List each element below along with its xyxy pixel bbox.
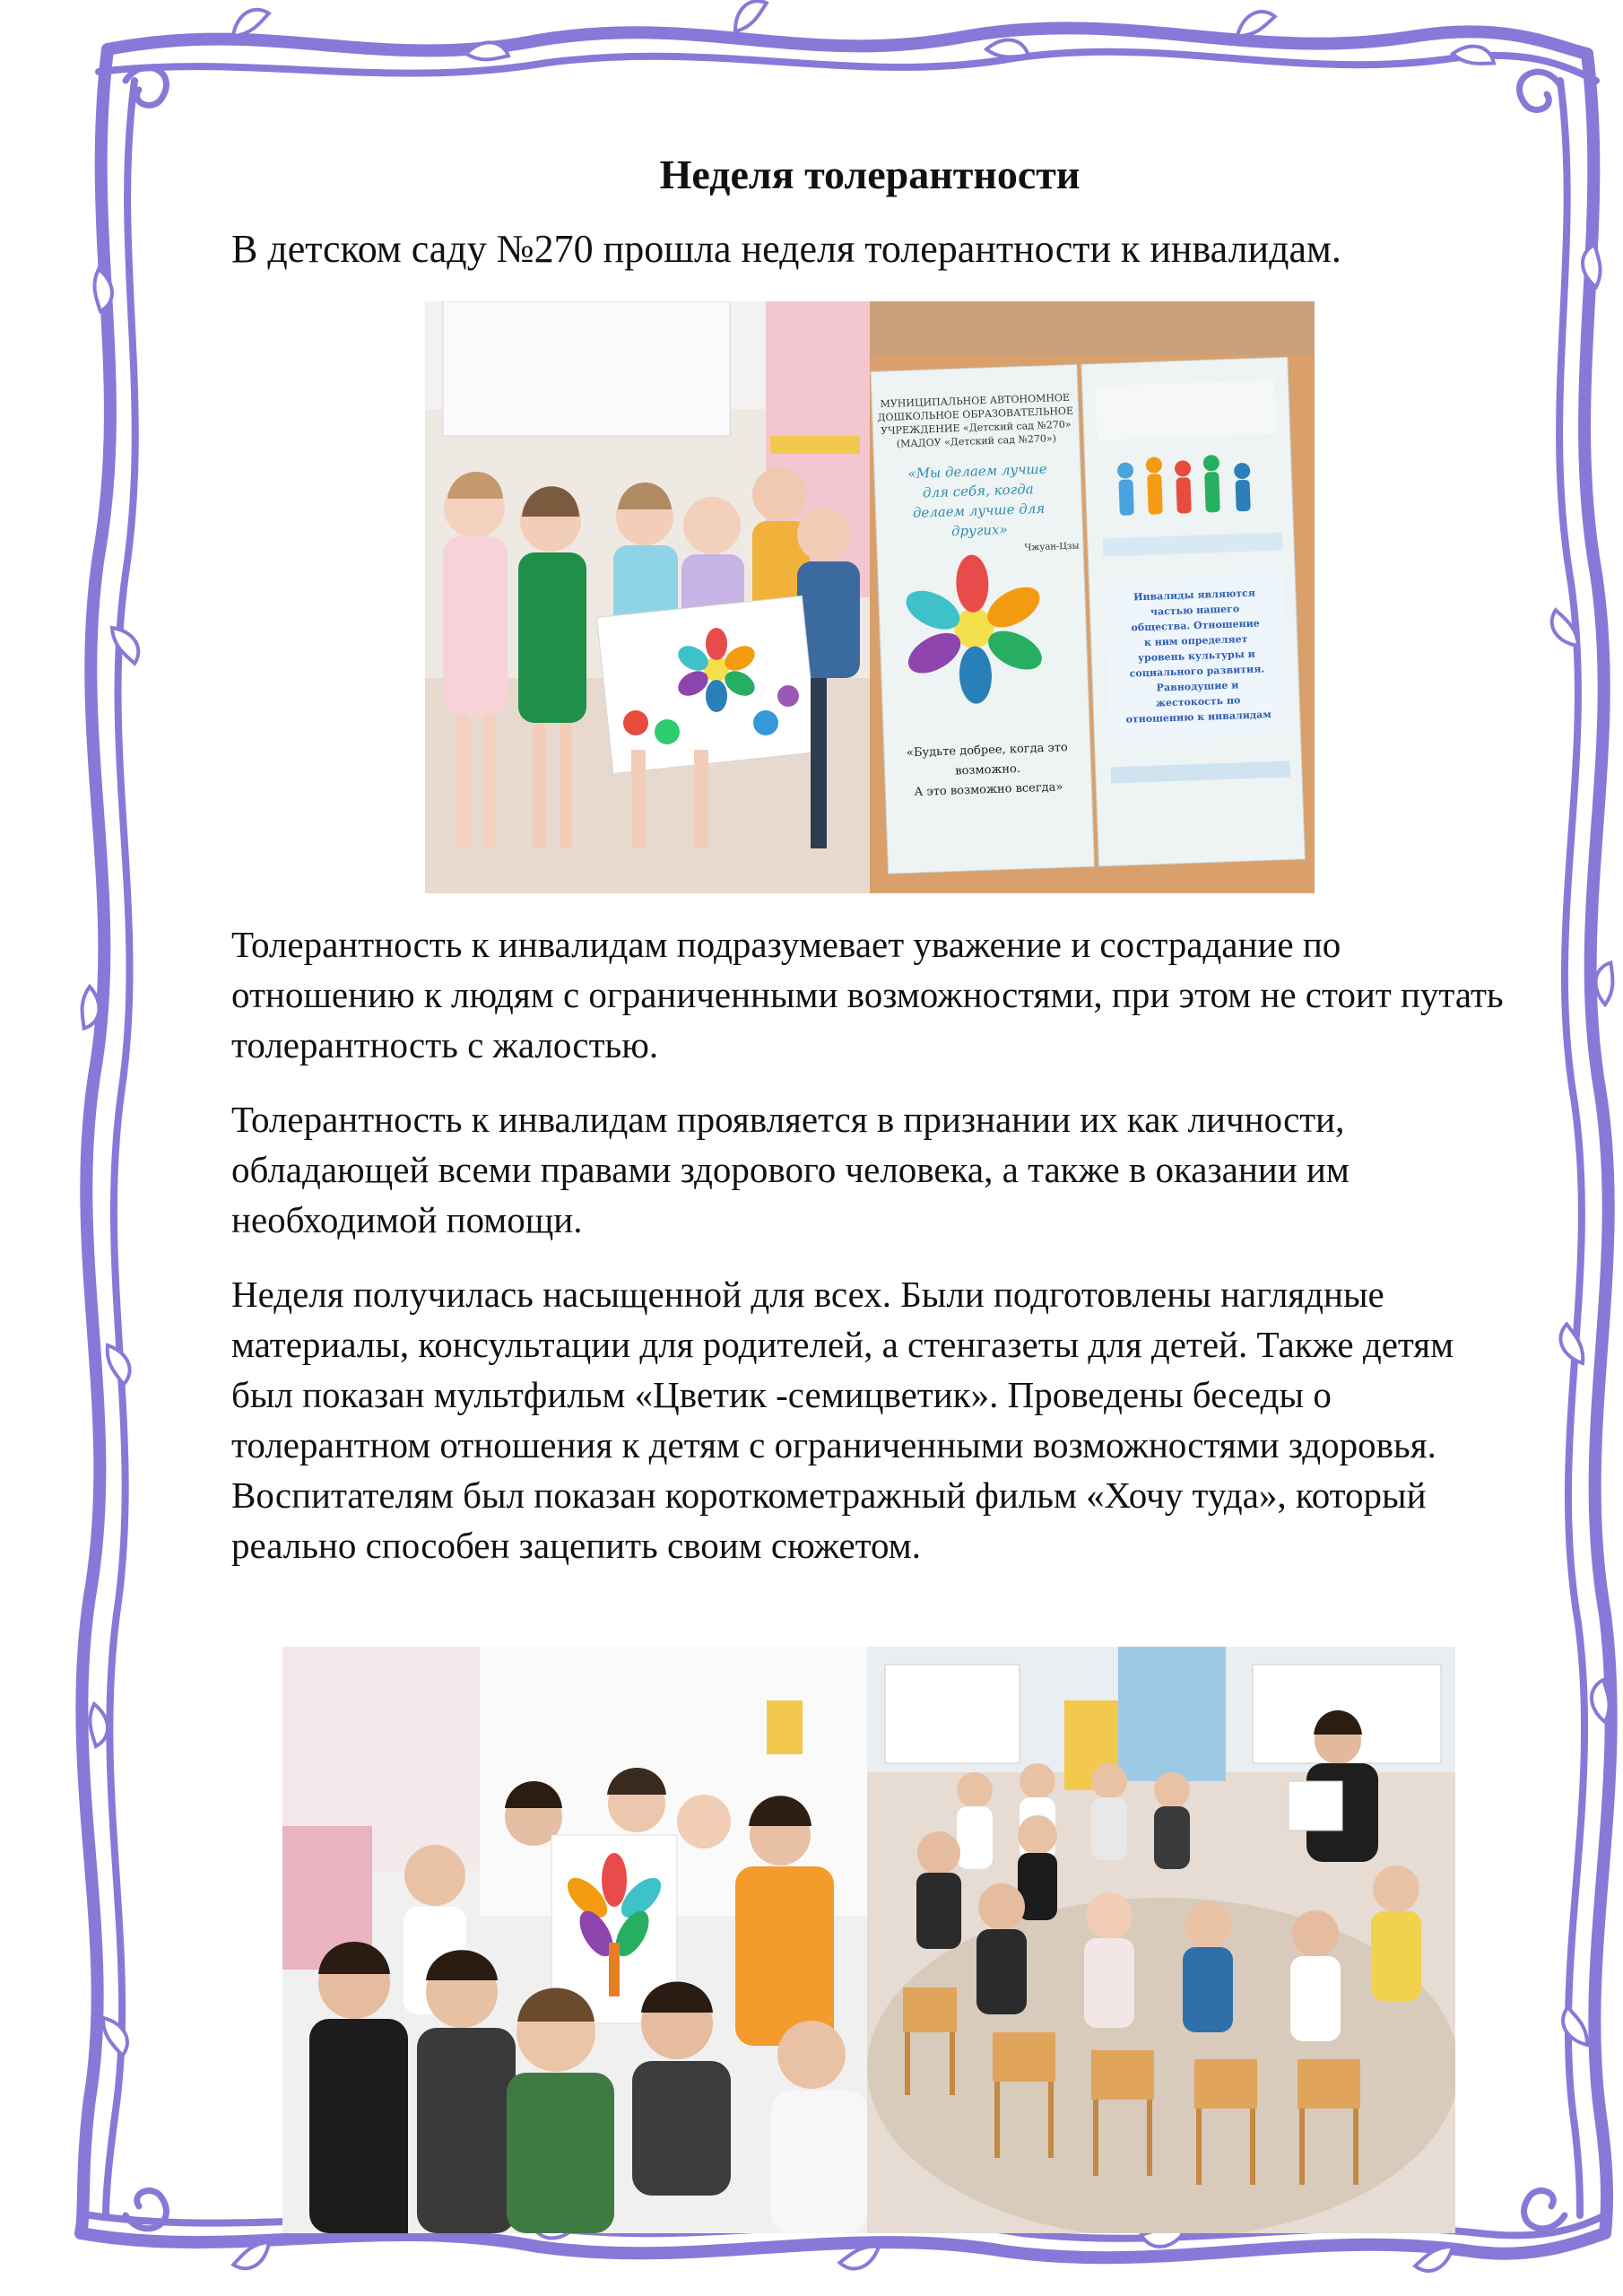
svg-text:общества. Отношение: общества. Отношение xyxy=(1131,617,1261,634)
photo-leaflet xyxy=(870,301,1315,893)
svg-text:УЧРЕЖДЕНИЕ «Детский сад №270»: УЧРЕЖДЕНИЕ «Детский сад №270» xyxy=(880,418,1072,438)
svg-text:ДОШКОЛЬНОЕ ОБРАЗОВАТЕЛЬНОЕ: ДОШКОЛЬНОЕ ОБРАЗОВАТЕЛЬНОЕ xyxy=(877,404,1074,424)
svg-text:делаем лучше для: делаем лучше для xyxy=(912,500,1046,521)
svg-text:жестокость по: жестокость по xyxy=(1155,694,1241,709)
photo-children-group xyxy=(282,1647,867,2233)
svg-text:Инвалиды являются: Инвалиды являются xyxy=(1133,587,1256,604)
svg-text:частью нашего: частью нашего xyxy=(1150,603,1240,618)
photo-children-circle xyxy=(867,1647,1455,2233)
svg-text:к ним определяет: к ним определяет xyxy=(1143,632,1248,649)
intro-text: В детском саду №270 прошла неделя толерантности к инвалидам. xyxy=(231,227,1341,271)
svg-text:Чжуан-Цзы: Чжуан-Цзы xyxy=(1024,541,1080,553)
svg-text:отношению к инвалидам: отношению к инвалидам xyxy=(1125,709,1272,726)
paragraph-1: Толерантность к инвалидам подразумевает уважение и сострадание по отношению к людям с ограниченными возможностями, при этом не стоит путать толерантность с жалостью. xyxy=(231,924,1504,1065)
svg-text:возможно.: возможно. xyxy=(955,761,1021,778)
svg-text:других»: других» xyxy=(950,521,1008,540)
photo-children-with-poster xyxy=(425,301,870,893)
page-title: Неделя толерантности xyxy=(659,152,1081,197)
svg-text:(МАДОУ «Детский сад №270»): (МАДОУ «Детский сад №270») xyxy=(896,432,1057,450)
svg-text:Равнодушие и: Равнодушие и xyxy=(1156,679,1239,694)
paragraph-3: Неделя получилась насыщенной для всех. Были подготовлены наглядные материалы, консультации для родителей, а стенгазеты для детей. Также детям был показан мультфильм «Цветик -семицветик». Проведены беседы о толерантном отношения к детям с ограниченными возможностями здоровья. Воспитателям был показан короткометражный фильм «Хочу туда», который реально способен зацепить своим сюжетом. xyxy=(231,1274,1454,1566)
svg-text:социального развития.: социального развития. xyxy=(1129,663,1265,680)
paragraph-2: Толерантность к инвалидам проявляется в признании их как личности, обладающей всеми правами здорового человека, а также в оказании им необходимой помощи. xyxy=(231,1099,1350,1240)
svg-text:для себя, когда: для себя, когда xyxy=(922,481,1034,501)
svg-text:уровень культуры и: уровень культуры и xyxy=(1137,648,1255,665)
svg-text:МУНИЦИПАЛЬНОЕ АВТОНОМНОЕ: МУНИЦИПАЛЬНОЕ АВТОНОМНОЕ xyxy=(880,391,1071,411)
svg-text:«Мы делаем лучше: «Мы делаем лучше xyxy=(907,460,1047,483)
svg-text:А это возможно всегда»: А это возможно всегда» xyxy=(914,780,1063,800)
svg-text:«Будьте добрее, когда это: «Будьте добрее, когда это xyxy=(906,741,1069,761)
